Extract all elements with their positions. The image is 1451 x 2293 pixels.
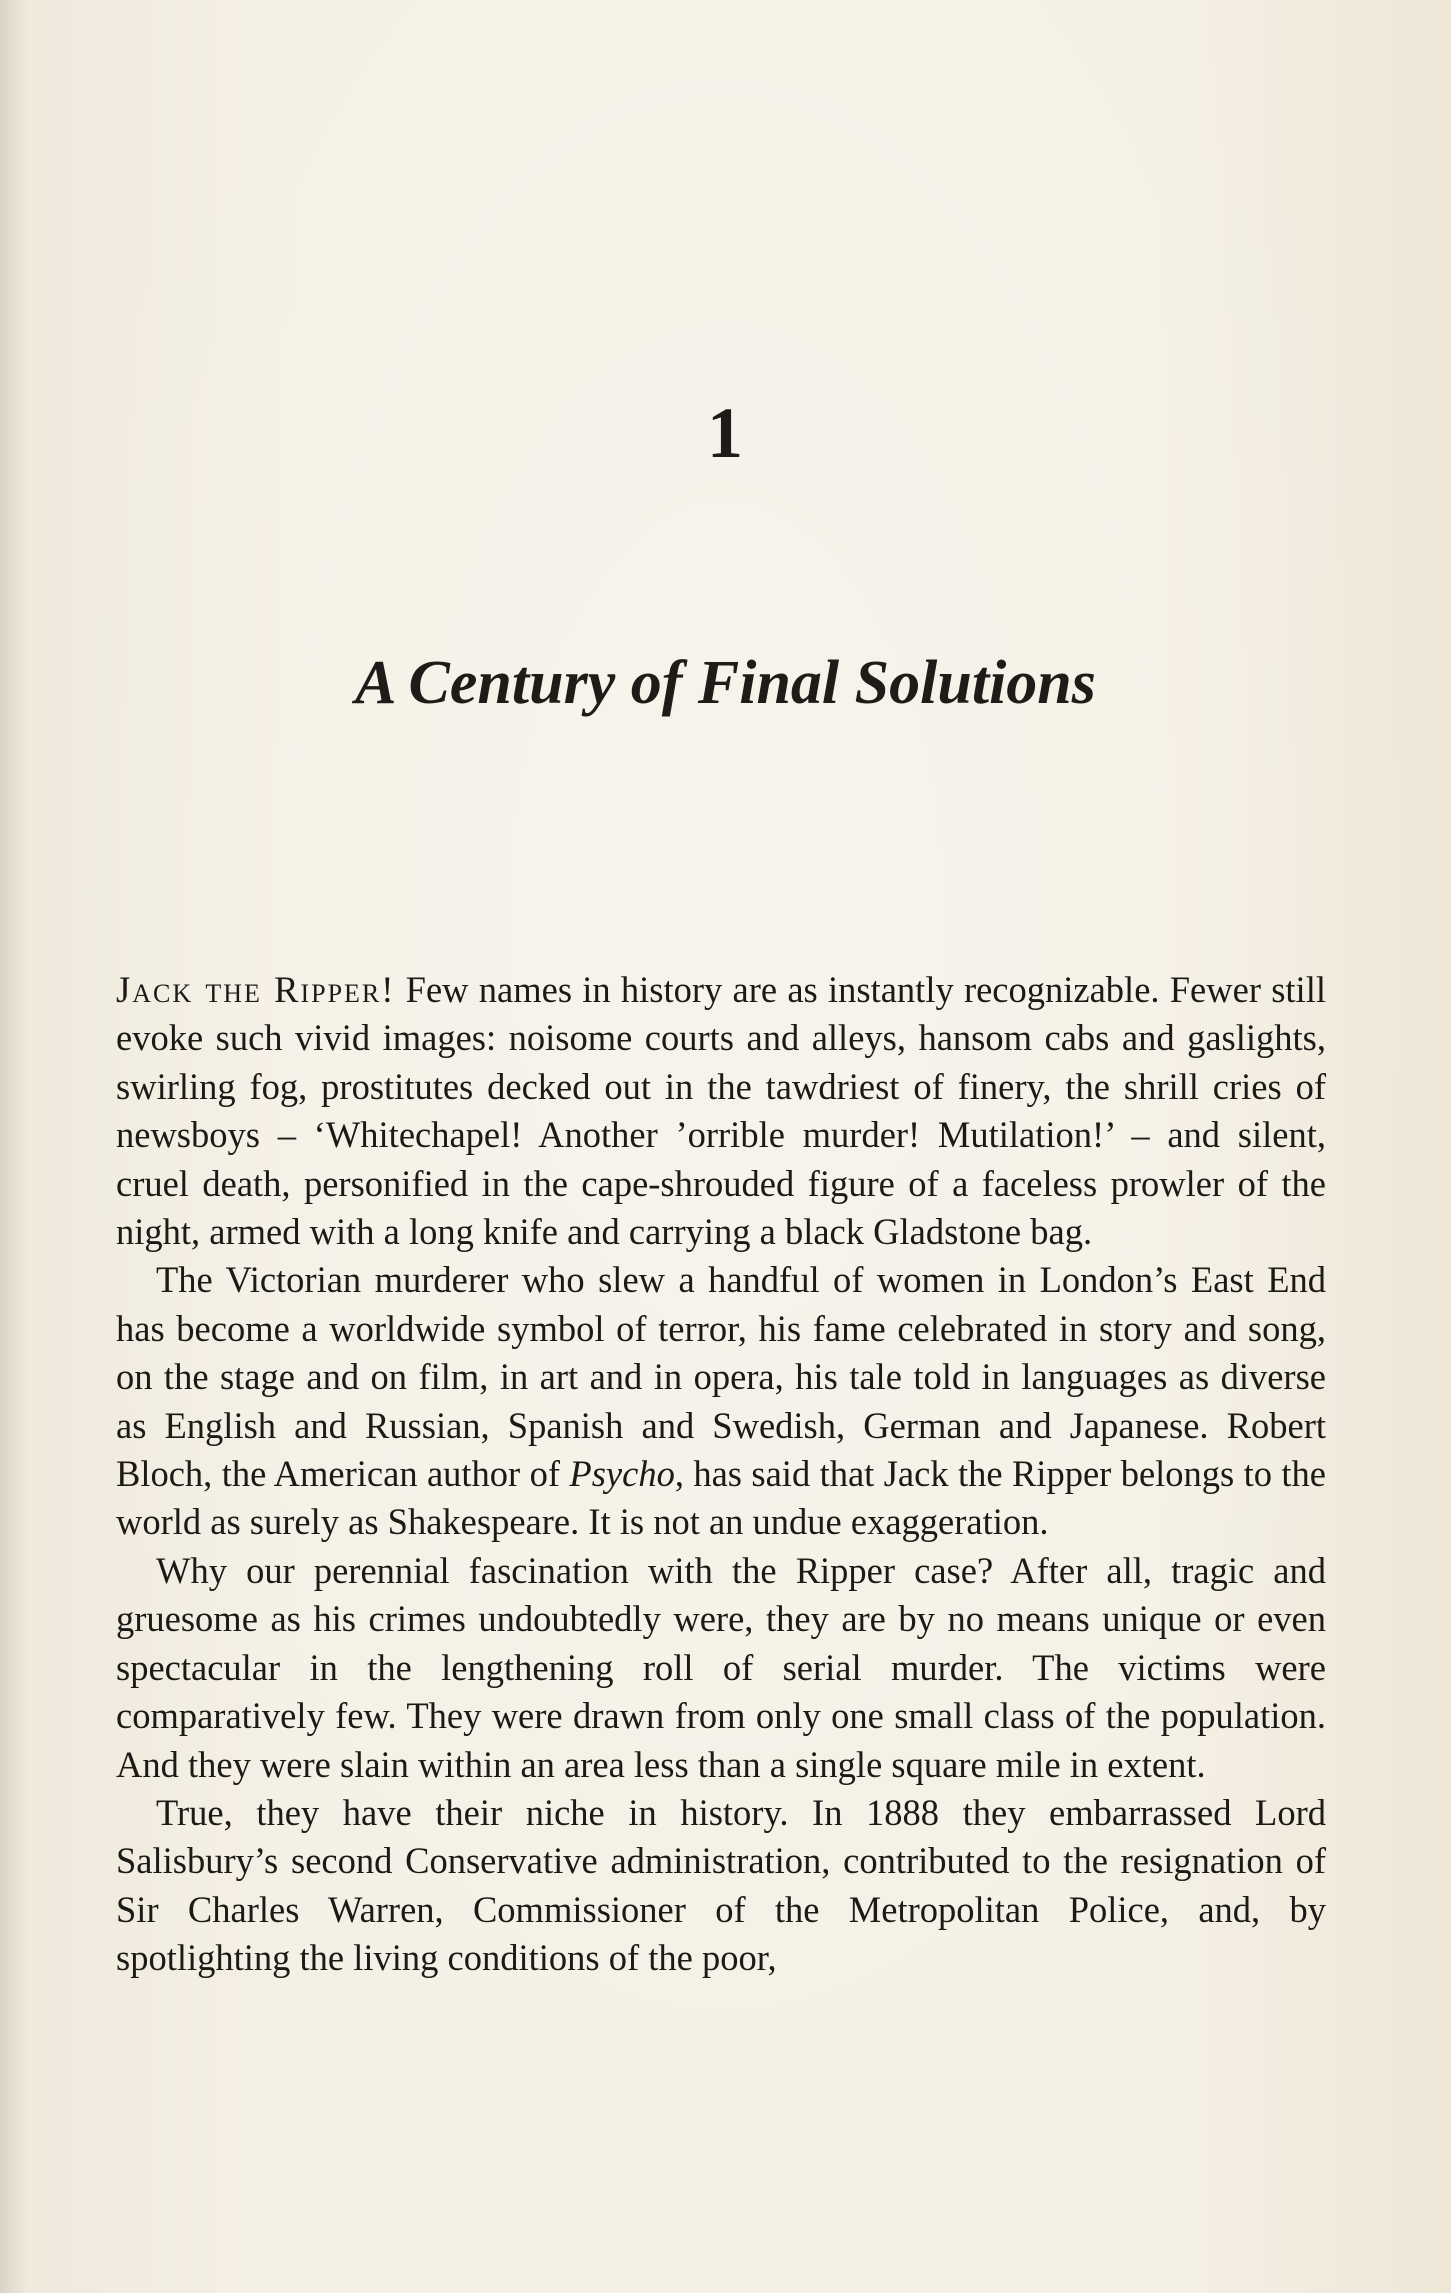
paragraph-4: True, they have their niche in history. In 1888 they embarrassed Lord Salisbury’s second Conservative administration, contributed to the resignation of Sir Charles Warren, Commissioner of the Metropolitan Police, and, by spotlighting the living conditions of the poor, xyxy=(116,1791,1326,1979)
paragraph-3: Why our perennial fascination with the Ripper case? After all, tragic and gruesome as his crimes undoubtedly were, they are by no means unique or even spectacular in the lengthening roll of serial murder. The victims were comparatively few. They were drawn from only one small class of the population. And they were slain within an area less than a single square mile in extent. xyxy=(116,1549,1326,1785)
chapter-body xyxy=(116,966,1326,1983)
paragraph-2 xyxy=(116,1256,1326,1546)
opening-small-caps: Jack the Ripper! xyxy=(116,969,396,1010)
chapter-number: 1 xyxy=(707,393,744,473)
binding-shadow xyxy=(0,0,28,2293)
book-title-italic: Psycho xyxy=(569,1453,675,1495)
paragraph-2-text-before: The Victorian murderer who slew a handful of women in London’s East End has become a worldwide symbol of terror, his fame celebrated in story and song, on the stage and on film, in art and in opera, his tale told in languages as diverse as English and Russian, Spanish and Swedish, German and Japanese. Robert Bloch, the American author of xyxy=(116,1259,1326,1495)
paragraph-1 xyxy=(116,966,1326,1256)
chapter-title: A Century of Final Solutions xyxy=(355,649,1096,717)
paragraph-2-text-after: , has said that Jack the Ripper belongs to the world as surely as Shakespeare. It is not an undue exaggeration. xyxy=(116,1453,1327,1543)
paragraph-1-text: Few names in history are as instantly recognizable. Fewer still evoke such vivid images: noisome courts and alleys, hansom cabs and gaslights, swirling fog, prostitutes decked out in the tawdriest of finery, the shrill cries of newsboys – ‘Whitechapel! Another ’orrible murder! Mutilation!’ – and silent, cruel death, personified in the cape-shrouded figure of a faceless prowler of the night, armed with a long knife and carrying a black Gladstone bag. xyxy=(116,969,1326,1253)
